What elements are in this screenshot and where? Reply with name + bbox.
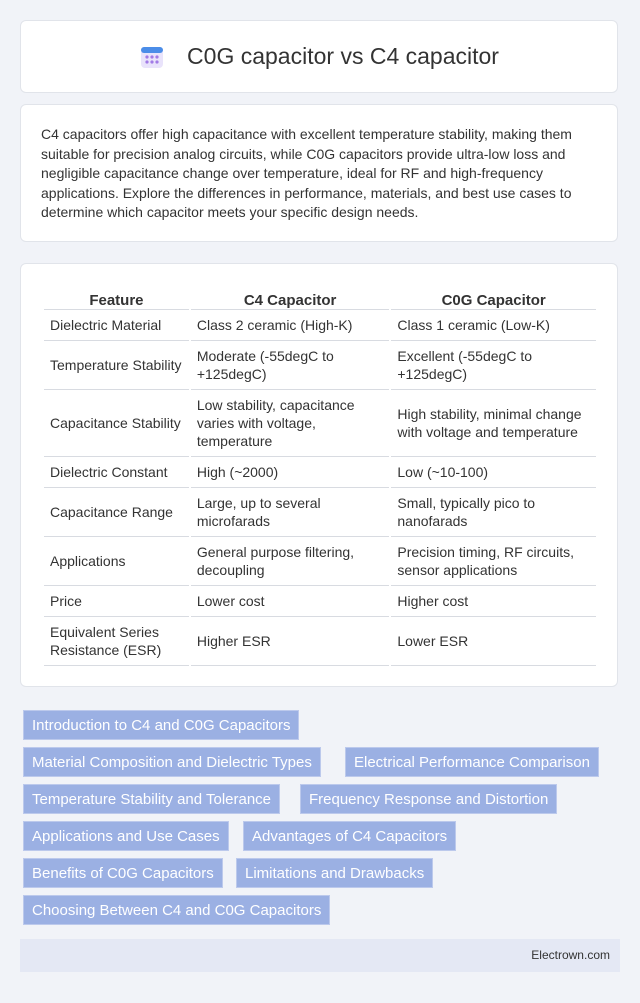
table-cell: Equivalent Series Resistance (ESR): [44, 617, 189, 666]
calendar-grid-icon: [139, 44, 165, 70]
column-header-feature: Feature: [44, 284, 189, 310]
footer: [20, 939, 620, 972]
tag-frequency-response[interactable]: Frequency Response and Distortion: [300, 784, 557, 814]
table-cell: Applications: [44, 537, 189, 586]
comparison-table: [42, 284, 598, 666]
tag-material-composition[interactable]: Material Composition and Dielectric Types: [23, 747, 321, 777]
table-row: [44, 341, 596, 390]
tag-limitations[interactable]: Limitations and Drawbacks: [236, 858, 433, 888]
table-row: [44, 537, 596, 586]
table-cell: Excellent (-55degC to +125degC): [391, 341, 596, 390]
table-row: [44, 310, 596, 341]
tag-choosing[interactable]: Choosing Between C4 and C0G Capacitors: [23, 895, 330, 925]
intro-card: [20, 104, 618, 242]
page-title: C0G capacitor vs C4 capacitor: [187, 43, 499, 69]
table-cell: Lower ESR: [391, 617, 596, 666]
tag-advantages-c4[interactable]: Advantages of C4 Capacitors: [243, 821, 456, 851]
tag-temperature-stability[interactable]: Temperature Stability and Tolerance: [23, 784, 280, 814]
table-cell: Capacitance Range: [44, 488, 189, 537]
table-row: [44, 390, 596, 457]
table-cell: Small, typically pico to nanofarads: [391, 488, 596, 537]
table-cell: Price: [44, 586, 189, 617]
table-header-row: [44, 284, 596, 310]
table-cell: Lower cost: [191, 586, 390, 617]
table-cell: Higher cost: [391, 586, 596, 617]
table-cell: Dielectric Material: [44, 310, 189, 341]
table-cell: Precision timing, RF circuits, sensor applications: [391, 537, 596, 586]
title-card: [20, 20, 618, 93]
table-row: [44, 586, 596, 617]
table-cell: Dielectric Constant: [44, 457, 189, 488]
table-cell: Low stability, capacitance varies with voltage, temperature: [191, 390, 390, 457]
table-row: [44, 488, 596, 537]
column-header-c0g: C0G Capacitor: [391, 284, 596, 310]
tag-applications[interactable]: Applications and Use Cases: [23, 821, 229, 851]
table-cell: Large, up to several microfarads: [191, 488, 390, 537]
comparison-table-card: [20, 263, 618, 687]
table-cell: Temperature Stability: [44, 341, 189, 390]
table-cell: Capacitance Stability: [44, 390, 189, 457]
tag-introduction[interactable]: Introduction to C4 and C0G Capacitors: [23, 710, 299, 740]
table-cell: Class 1 ceramic (Low-K): [391, 310, 596, 341]
footer-brand[interactable]: Electrown.com: [531, 948, 610, 962]
column-header-c4: C4 Capacitor: [191, 284, 390, 310]
table-cell: Higher ESR: [191, 617, 390, 666]
tag-electrical-performance[interactable]: Electrical Performance Comparison: [345, 747, 599, 777]
table-row: [44, 617, 596, 666]
table-cell: High stability, minimal change with voltage and temperature: [391, 390, 596, 457]
table-cell: Low (~10-100): [391, 457, 596, 488]
table-cell: General purpose filtering, decoupling: [191, 537, 390, 586]
table-cell: Class 2 ceramic (High-K): [191, 310, 390, 341]
table-row: [44, 457, 596, 488]
tag-benefits-c0g[interactable]: Benefits of C0G Capacitors: [23, 858, 223, 888]
table-cell: High (~2000): [191, 457, 390, 488]
table-cell: Moderate (-55degC to +125degC): [191, 341, 390, 390]
intro-paragraph: C4 capacitors offer high capacitance with excellent temperature stability, making them suitable for precision analog circuits, while C0G capacitors provide ultra-low loss and negligible capacitance change over temperature, ideal for RF and high-frequency applications. Explore the differences in performance, materials, and best use cases to determine which capacitor meets your specific design needs.: [41, 126, 572, 220]
